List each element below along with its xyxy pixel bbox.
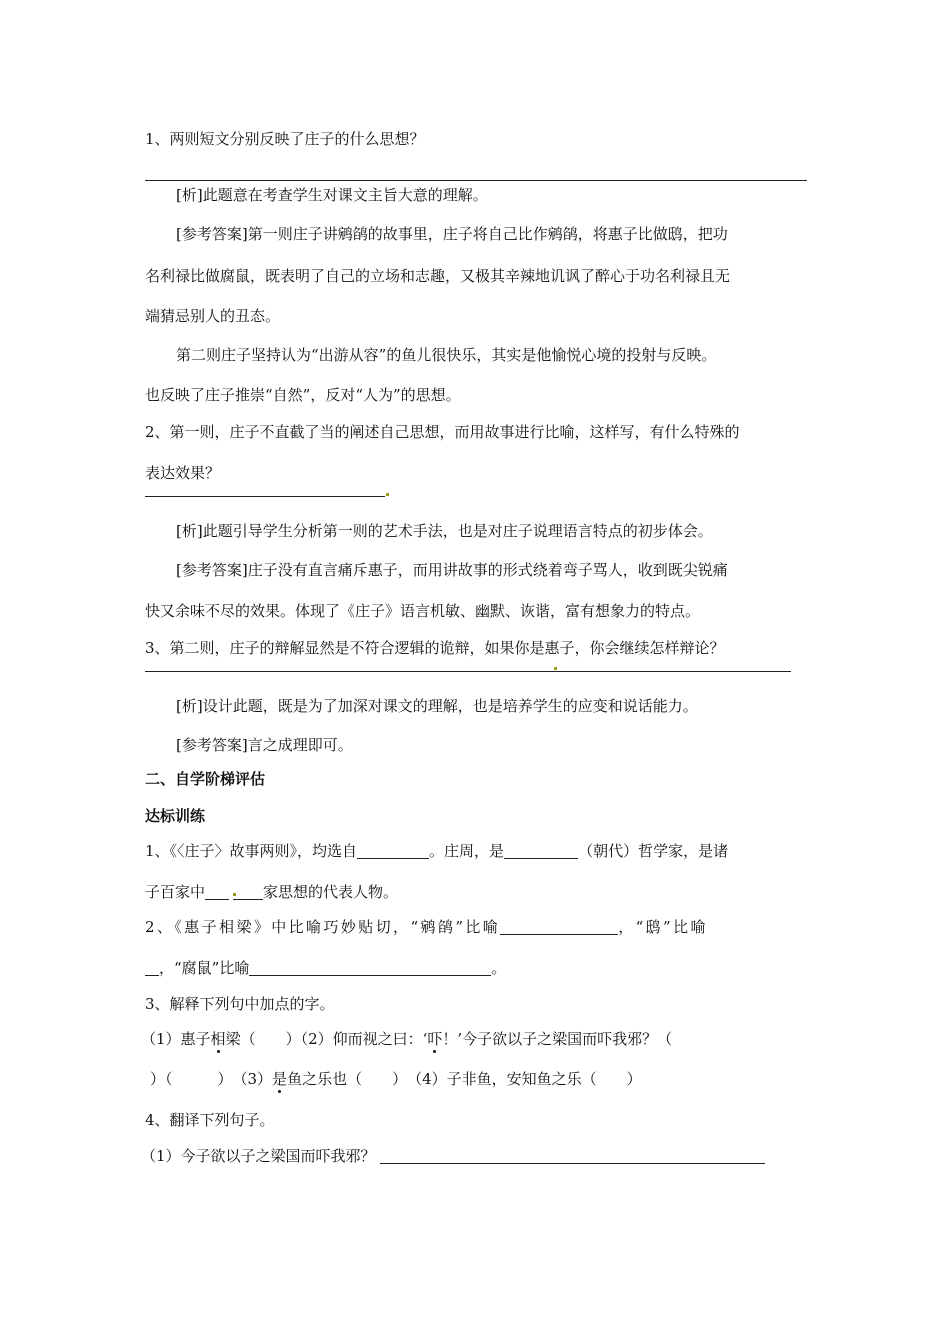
marker-dot: [233, 893, 236, 896]
section-title: 二、自学阶梯评估: [145, 770, 266, 788]
ex2-text-c: ，“腐鼠”比喻: [159, 959, 250, 977]
q1-answer-line-5: 也反映了庄子推崇“自然”，反对“人为”的思想。: [145, 386, 461, 404]
q2-answer-line-1: [参考答案]庄子没有直言痛斥惠子，而用讲故事的形式绕着弯子骂人，收到既尖锐痛: [176, 561, 728, 579]
blank-field[interactable]: [233, 883, 263, 900]
ex1-text-c: （朝代）哲学家，是诸: [578, 842, 729, 860]
blank-field[interactable]: [504, 842, 578, 859]
ex4-item-1-text: （1）今子欲以子之梁国而吓我邪？: [141, 1147, 376, 1165]
blank-field[interactable]: [357, 842, 429, 859]
ex3-text-2b: 鱼之乐也（ ） （4）子非鱼，安知鱼之乐（ ）: [287, 1070, 642, 1088]
ex1-text-b: 。庄周，是: [429, 842, 505, 860]
ex4-item-1: [141, 1145, 765, 1167]
ex2-line-2: [145, 957, 506, 979]
ex3-text-1a: （1）惠子: [141, 1030, 211, 1048]
ex4-title: 4、翻译下列句子。: [145, 1111, 275, 1129]
q2-question-line-2: 表达效果？: [145, 464, 221, 482]
q1-question: 1、两则短文分别反映了庄子的什么思想？: [145, 130, 425, 148]
q1-answer-line-4: 第二则庄子坚持认为“出游从容”的鱼儿很快乐，其实是他愉悦心境的投射与反映。: [176, 346, 717, 364]
ex3-title: 3、解释下列句中加点的字。: [145, 995, 335, 1013]
blank-field[interactable]: [500, 918, 618, 935]
q2-question-line-1: 2、第一则，庄子不直截了当的阐述自己思想，而用故事进行比喻，这样写，有什么特殊的: [145, 423, 740, 441]
ex2-line-1: [145, 916, 708, 938]
answer-line: [145, 671, 791, 672]
ex1-text-d: 子百家中: [145, 883, 206, 901]
ex3-text-2a: ）（ ） （3）: [150, 1070, 273, 1088]
ex1-text-a: 1、《〈庄子〉故事两则》，均选自: [145, 842, 358, 860]
emphasis-char: 相: [210, 1030, 226, 1048]
ex1-text-e: 家思想的代表人物。: [263, 883, 399, 901]
blank-field[interactable]: [145, 959, 159, 976]
ex3-text-1b: 梁（ ）（2）仰而视之曰：‘: [225, 1030, 428, 1048]
ex3-text-1c: ！’今子欲以子之梁国而吓我邪？（: [442, 1030, 673, 1048]
ex1-line-2: [145, 881, 398, 903]
q3-analysis: [析]设计此题，既是为了加深对课文的理解，也是培养学生的应变和说话能力。: [176, 697, 698, 715]
q1-answer-line-3: 端猜忌别人的丑态。: [145, 307, 281, 325]
blank-field[interactable]: [249, 959, 491, 976]
answer-line: [145, 496, 385, 497]
q1-analysis: [析]此题意在考查学生对课文主旨大意的理解。: [176, 186, 488, 204]
q3-question: 3、第二则，庄子的辩解显然是不符合逻辑的诡辩，如果你是惠子，你会继续怎样辩论？: [145, 639, 725, 657]
q2-answer-line-2: 快又余味不尽的效果。体现了《庄子》语言机敏、幽默、诙谐，富有想象力的特点。: [145, 602, 701, 620]
marker-dot: [554, 667, 557, 670]
q2-analysis: [析]此题引导学生分析第一则的艺术手法，也是对庄子说理语言特点的初步体会。: [176, 522, 713, 540]
ex2-text-d: 。: [491, 959, 507, 977]
q3-answer: [参考答案]言之成理即可。: [176, 736, 353, 754]
subsection-title: 达标训练: [145, 807, 206, 825]
ex3-line-2: [150, 1068, 642, 1090]
ex3-line-1: [141, 1028, 672, 1050]
answer-line: [145, 180, 807, 181]
ex2-text-a: 2、《惠子相梁》中比喻巧妙贴切，“鹓鹐”比喻: [145, 918, 501, 936]
blank-field[interactable]: [205, 883, 229, 900]
q1-answer-line-2: 名利禄比做腐鼠，既表明了自己的立场和志趣，又极其辛辣地讥讽了醉心于功名利禄且无: [145, 267, 731, 285]
ex2-text-b: ，“鸱”比喻: [618, 918, 708, 936]
emphasis-char: 是: [272, 1070, 288, 1088]
ex1-line-1: [145, 840, 728, 862]
blank-field[interactable]: [380, 1147, 765, 1164]
marker-dot: [386, 493, 389, 496]
q1-answer-line-1: [参考答案]第一则庄子讲鹓鹐的故事里，庄子将自己比作鹓鹐，将惠子比做鸱，把功: [176, 225, 728, 243]
emphasis-char: 吓: [427, 1030, 443, 1048]
